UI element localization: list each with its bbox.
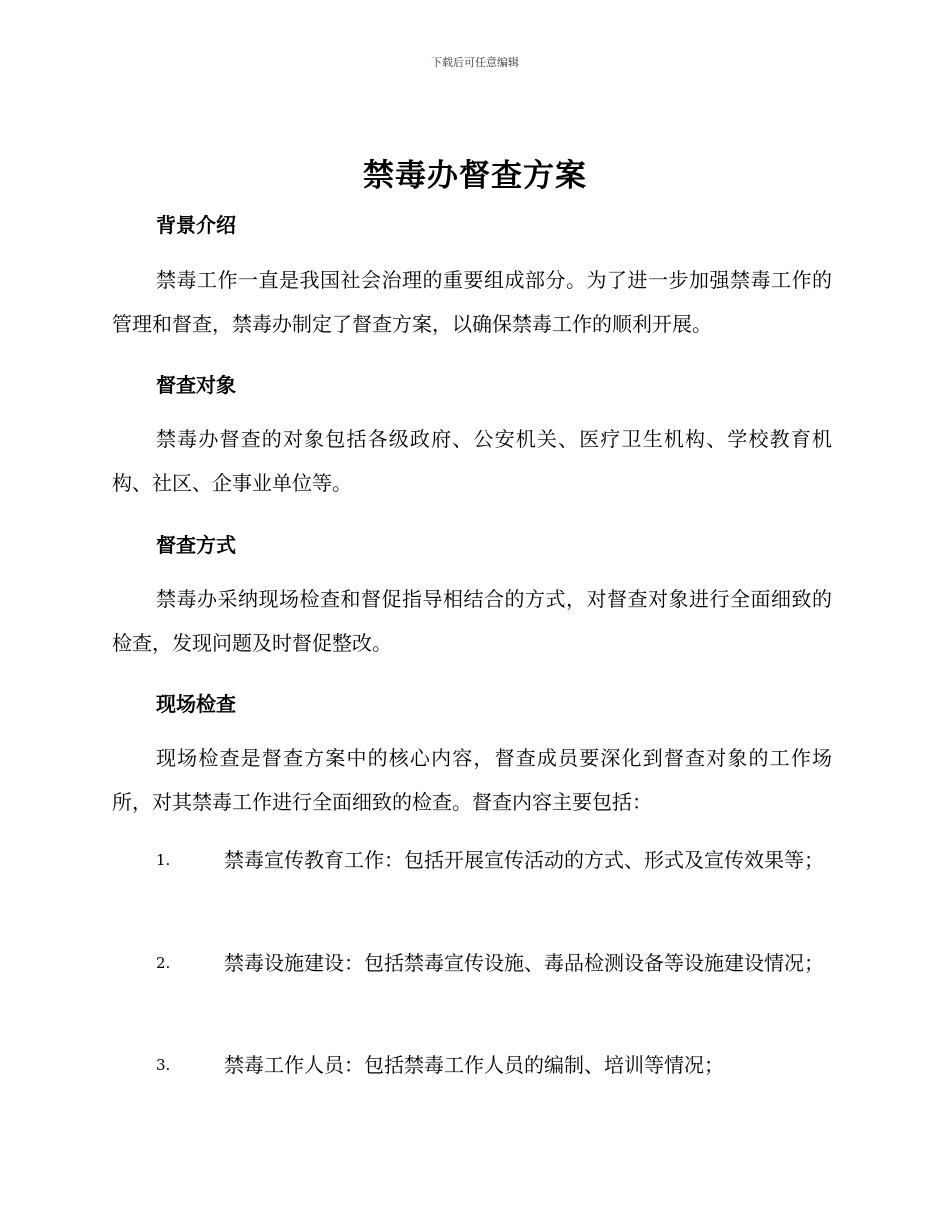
- list-item-number: 3.: [156, 1056, 171, 1074]
- list-item-text: 禁毒宣传教育工作：包括开展宣传活动的方式、形式及宣传效果等；: [224, 848, 824, 872]
- section-body-method: 禁毒办采纳现场检查和督促指导相结合的方式，对督查对象进行全面细致的检查，发现问题及时督促整改。: [112, 587, 832, 655]
- section-heading-onsite-inspection: 现场检查: [156, 692, 236, 716]
- section-body-targets: 禁毒办督查的对象包括各级政府、公安机关、医疗卫生机构、学校教育机构、社区、企事业单位等。: [112, 427, 832, 495]
- list-item: [112, 1043, 832, 1087]
- list-item-number: 2.: [156, 954, 171, 972]
- section-body-onsite-inspection: 现场检查是督查方案中的核心内容，督查成员要深化到督查对象的工作场所，对其禁毒工作进行全面细致的检查。督查内容主要包括：: [112, 746, 832, 814]
- list-item-number: 1.: [156, 851, 171, 869]
- section-body-background: 禁毒工作一直是我国社会治理的重要组成部分。为了进一步加强禁毒工作的管理和督查，禁毒办制定了督查方案，以确保禁毒工作的顺利开展。: [112, 268, 832, 336]
- document-title: 禁毒办督查方案: [363, 158, 587, 194]
- header-note: 下载后可任意编辑: [431, 56, 519, 69]
- list-item: [112, 941, 832, 985]
- list-item-text: 禁毒工作人员：包括禁毒工作人员的编制、培训等情况；: [224, 1053, 724, 1077]
- section-heading-background: 背景介绍: [156, 213, 236, 237]
- list-item: [112, 838, 832, 882]
- section-heading-method: 督查方式: [156, 533, 236, 557]
- section-heading-targets: 督查对象: [156, 373, 236, 397]
- list-item-text: 禁毒设施建设：包括禁毒宣传设施、毒品检测设备等设施建设情况；: [224, 951, 824, 975]
